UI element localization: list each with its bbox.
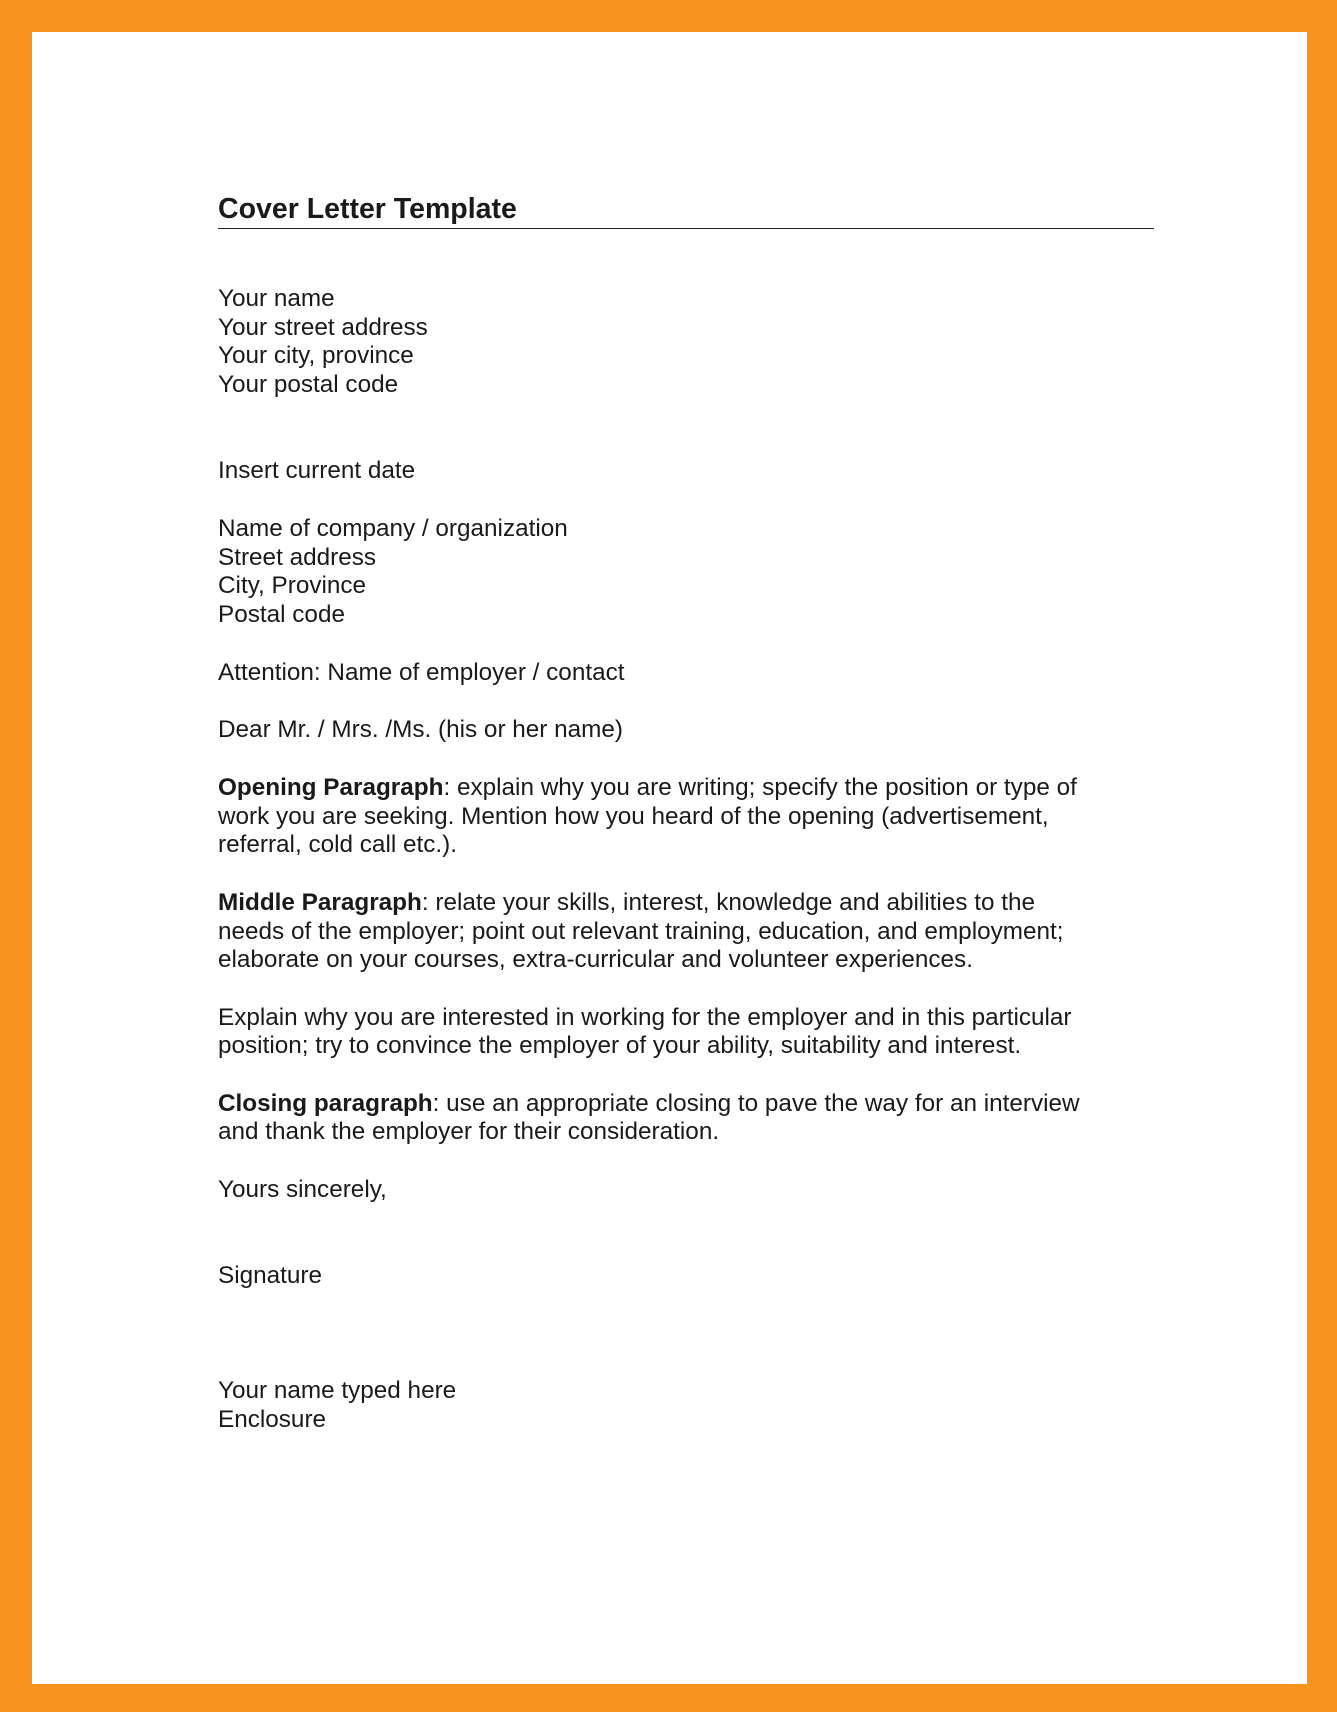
opening-paragraph-line-1	[218, 774, 1077, 803]
opening-paragraph-line-2: work you are seeking. Mention how you heard of the opening (advertisement,	[218, 803, 1049, 830]
opening-paragraph-heading: Opening Paragraph	[218, 774, 444, 801]
recipient-company: Name of company / organization	[218, 515, 568, 542]
typed-name: Your name typed here	[218, 1377, 457, 1404]
closing-paragraph-text-1: : use an appropriate closing to pave the way for an interview	[432, 1090, 1080, 1117]
explain-paragraph-line-1: Explain why you are interested in working for the employer and in this particular	[218, 1004, 1072, 1031]
title-underline	[218, 228, 1154, 229]
signature-line: Signature	[218, 1262, 323, 1289]
document-title: Cover Letter Template	[218, 193, 517, 225]
document-page	[32, 32, 1307, 1684]
closing-paragraph-heading: Closing paragraph	[218, 1090, 433, 1117]
middle-paragraph-text-1: : relate your skills, interest, knowledge and abilities to the	[421, 889, 1036, 916]
middle-paragraph-line-1	[218, 889, 1035, 918]
explain-paragraph-line-2: position; try to convince the employer of your ability, suitability and interest.	[218, 1032, 1022, 1059]
middle-paragraph-line-2: needs of the employer; point out relevant training, education, and employment;	[218, 918, 1064, 945]
middle-paragraph-line-3: elaborate on your courses, extra-curricular and volunteer experiences.	[218, 946, 973, 973]
recipient-city: City, Province	[218, 572, 367, 599]
closing-paragraph-line-1	[218, 1090, 1080, 1119]
recipient-postal: Postal code	[218, 601, 345, 628]
enclosure-line: Enclosure	[218, 1406, 327, 1433]
opening-paragraph-line-3: referral, cold call etc.).	[218, 831, 457, 858]
letter-date: Insert current date	[218, 457, 416, 484]
sender-city: Your city, province	[218, 342, 414, 369]
closing-paragraph-line-2: and thank the employer for their consideration.	[218, 1118, 720, 1145]
sender-postal: Your postal code	[218, 371, 399, 398]
middle-paragraph-heading: Middle Paragraph	[218, 889, 422, 916]
opening-paragraph-text-1: : explain why you are writing; specify the position or type of	[443, 774, 1077, 801]
sender-street: Your street address	[218, 314, 428, 341]
attention-line: Attention: Name of employer / contact	[218, 659, 625, 686]
valediction: Yours sincerely,	[218, 1176, 387, 1203]
recipient-street: Street address	[218, 544, 377, 571]
salutation: Dear Mr. / Mrs. /Ms. (his or her name)	[218, 716, 624, 743]
sender-name: Your name	[218, 285, 335, 312]
